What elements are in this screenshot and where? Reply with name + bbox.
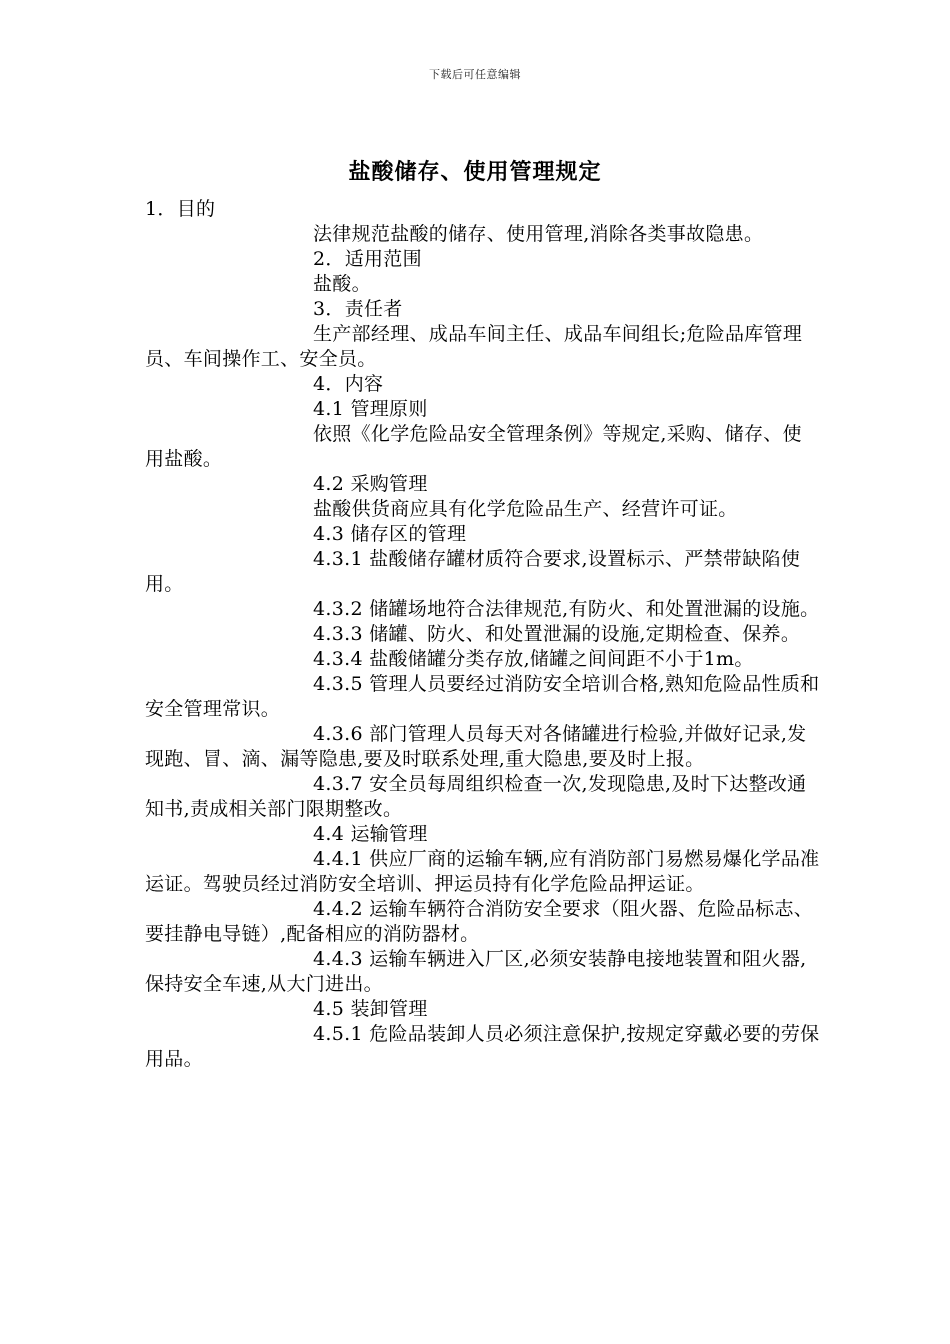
- paragraph: 4.3.7 安全员每周组织检查一次,发现隐患,及时下达整改通知书,责成相关部门限期整改。: [145, 773, 807, 820]
- paragraph: 3．责任者: [313, 298, 403, 320]
- header-note: 下载后可任意编辑: [429, 68, 521, 81]
- document-body: [145, 197, 820, 1072]
- paragraph: 4.5.1 危险品装卸人员必须注意保护,按规定穿戴必要的劳保用品。: [145, 1023, 820, 1070]
- paragraph: 盐酸供货商应具有化学危险品生产、经营许可证。: [313, 498, 738, 520]
- document-title: 盐酸储存、使用管理规定: [348, 159, 602, 185]
- paragraph: 4.5 装卸管理: [313, 998, 428, 1020]
- paragraph: 1．目的: [145, 198, 216, 220]
- paragraph: 4．内容: [313, 373, 384, 395]
- paragraph: 2．适用范围: [313, 248, 422, 270]
- paragraph: 依照《化学危险品安全管理条例》等规定,采购、储存、使用盐酸。: [145, 423, 802, 470]
- paragraph: 4.3.3 储罐、防火、和处置泄漏的设施,定期检查、保养。: [313, 623, 801, 645]
- paragraph: 4.3.1 盐酸储存罐材质符合要求,设置标示、严禁带缺陷使用。: [145, 548, 801, 595]
- paragraph: 生产部经理、成品车间主任、成品车间组长;危险品库管理员、车间操作工、安全员。: [145, 323, 803, 370]
- paragraph: 4.3 储存区的管理: [313, 523, 467, 545]
- paragraph: 4.4 运输管理: [313, 823, 428, 845]
- paragraph: 4.3.2 储罐场地符合法律规范,有防火、和处置泄漏的设施。: [313, 598, 820, 620]
- paragraph: 4.4.3 运输车辆进入厂区,必须安装静电接地装置和阻火器,保持安全车速,从大门进出。: [145, 948, 807, 995]
- paragraph: 4.3.6 部门管理人员每天对各储罐进行检验,并做好记录,发现跑、冒、滴、漏等隐患,要及时联系处理,重大隐患,要及时上报。: [145, 723, 807, 770]
- paragraph: 4.2 采购管理: [313, 473, 428, 495]
- paragraph: 4.3.5 管理人员要经过消防安全培训合格,熟知危险品性质和安全管理常识。: [145, 673, 820, 720]
- paragraph: 法律规范盐酸的储存、使用管理,消除各类事故隐患。: [313, 223, 764, 245]
- paragraph: 4.4.1 供应厂商的运输车辆,应有消防部门易燃易爆化学品准运证。驾驶员经过消防安全培训、押运员持有化学危险品押运证。: [145, 848, 820, 895]
- paragraph: 4.4.2 运输车辆符合消防安全要求（阻火器、危险品标志、要挂静电导链）,配备相应的消防器材。: [145, 898, 814, 945]
- paragraph: 4.3.4 盐酸储罐分类存放,储罐之间间距不小于1m。: [313, 648, 754, 670]
- paragraph: 盐酸。: [313, 273, 371, 295]
- paragraph: 4.1 管理原则: [313, 398, 428, 420]
